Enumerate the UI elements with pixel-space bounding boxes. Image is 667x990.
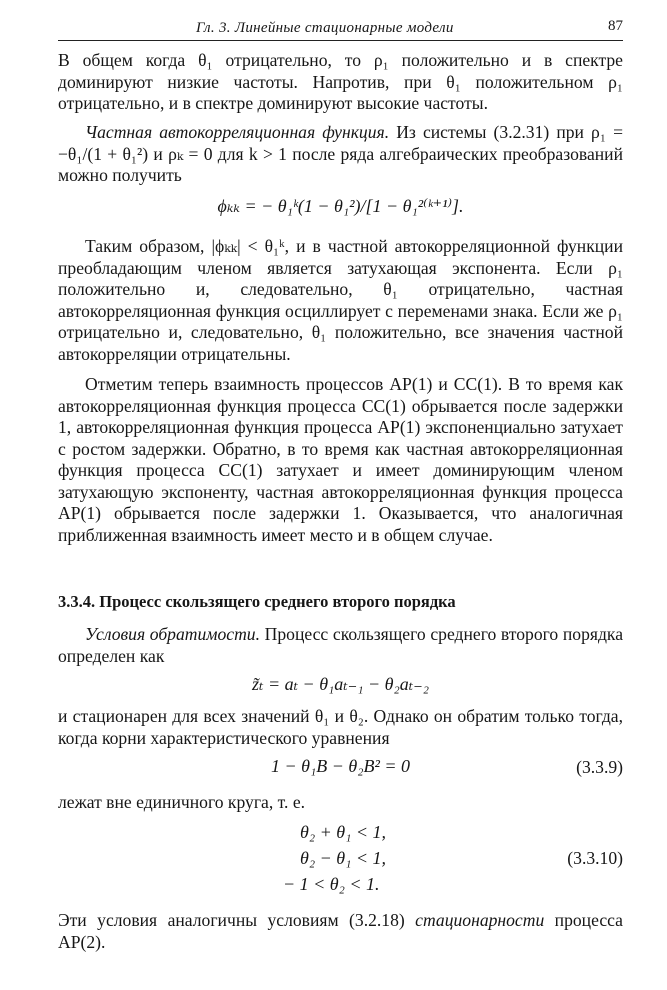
invertibility-text: Процесс скользящего среднего второго порядка определен как xyxy=(58,624,623,666)
page-header xyxy=(58,14,623,41)
equation-characteristic: 1 − θ₁B − θ₂B² = 0 xyxy=(270,756,411,776)
inequality-2: θ₂ − θ₁ < 1, xyxy=(300,848,386,868)
invertibility-heading: Условия обратимости. xyxy=(85,624,261,644)
pacf-intro-text: Из системы (3.2.31) при ρ₁ = −θ₁/(1 + θ₁²) и ρₖ = 0 для k > 1 после ряда алгебраических преобразований можно получить xyxy=(58,122,623,185)
pacf-heading: Частная автокорреляционная функция. xyxy=(85,122,390,142)
equation-pacf: ϕₖₖ = − θ₁ᵏ(1 − θ₁²)/[1 − θ₁²⁽ᵏ⁺¹⁾]. xyxy=(217,196,464,216)
paragraph-pacf-behaviour: Таким образом, |ϕₖₖ| < θ₁ᵏ, и в частной автокорреляционной функции преобладающим членом является затухающая экспонента. Если ρ₁ положительно и, следовательно, θ₁ отрицательно, частная автокорреляционная функция осциллирует с переменами знака. Если же ρ₁ отрицательно и, следовательно, θ₁ положительно, все значения частной автокорреляции отрицательны. xyxy=(58,236,623,364)
paragraph-duality: Отметим теперь взаимность процессов АР(1) и СС(1). В то время как автокорреляционная функция процесса СС(1) обрывается после задержки 1, автокорреляционная функция процесса АР(1) экспоненциально затухает с ростом задержки. Обратно, в то время как частная автокорреляционная функция процесса СС(1) затухает и имеет доминирующим членом затухающую экспоненту, частная автокорреляционная функция процесса АР(1) обрывается после задержки 1. Оказывается, что аналогичная приближенная взаимность имеет место и в общем случае. xyxy=(58,374,623,545)
conclusion-text-start: Эти условия аналогичны условиям (3.2.18) xyxy=(58,910,416,930)
equation-label-3-3-9: (3.3.9) xyxy=(576,757,623,777)
paragraph-spectrum: В общем когда θ₁ отрицательно, то ρ₁ положительно и в спектре доминируют низкие частоты. Напротив, при θ₁ положительном ρ₁ отрицательно, и в спектре доминируют высокие частоты. xyxy=(58,50,623,113)
inequality-3: − 1 < θ₂ < 1. xyxy=(283,874,380,894)
paragraph-stationarity: и стационарен для всех значений θ₁ и θ₂. Однако он обратим только тогда, когда корни характеристического уравнения xyxy=(58,706,623,748)
conclusion-italic: стационарности xyxy=(415,910,545,930)
paragraph-invertibility xyxy=(58,624,623,667)
conclusion-text-end: процесса АР(2). xyxy=(58,910,623,952)
equation-label-3-3-10: (3.3.10) xyxy=(567,848,623,868)
paragraph-conclusion xyxy=(58,910,623,953)
inequality-1: θ₂ + θ₁ < 1, xyxy=(300,822,386,842)
running-head: Гл. 3. Линейные стационарные модели xyxy=(196,20,454,36)
section-heading: 3.3.4. Процесс скользящего среднего второго порядка xyxy=(58,592,456,611)
paragraph-unit-circle: лежат вне единичного круга, т. е. xyxy=(58,792,306,812)
equation-ma2-process: z̃ₜ = aₜ − θ₁aₜ₋₁ − θ₂aₜ₋₂ xyxy=(252,674,429,694)
paragraph-pacf-intro xyxy=(58,122,623,187)
page-number: 87 xyxy=(608,18,623,34)
